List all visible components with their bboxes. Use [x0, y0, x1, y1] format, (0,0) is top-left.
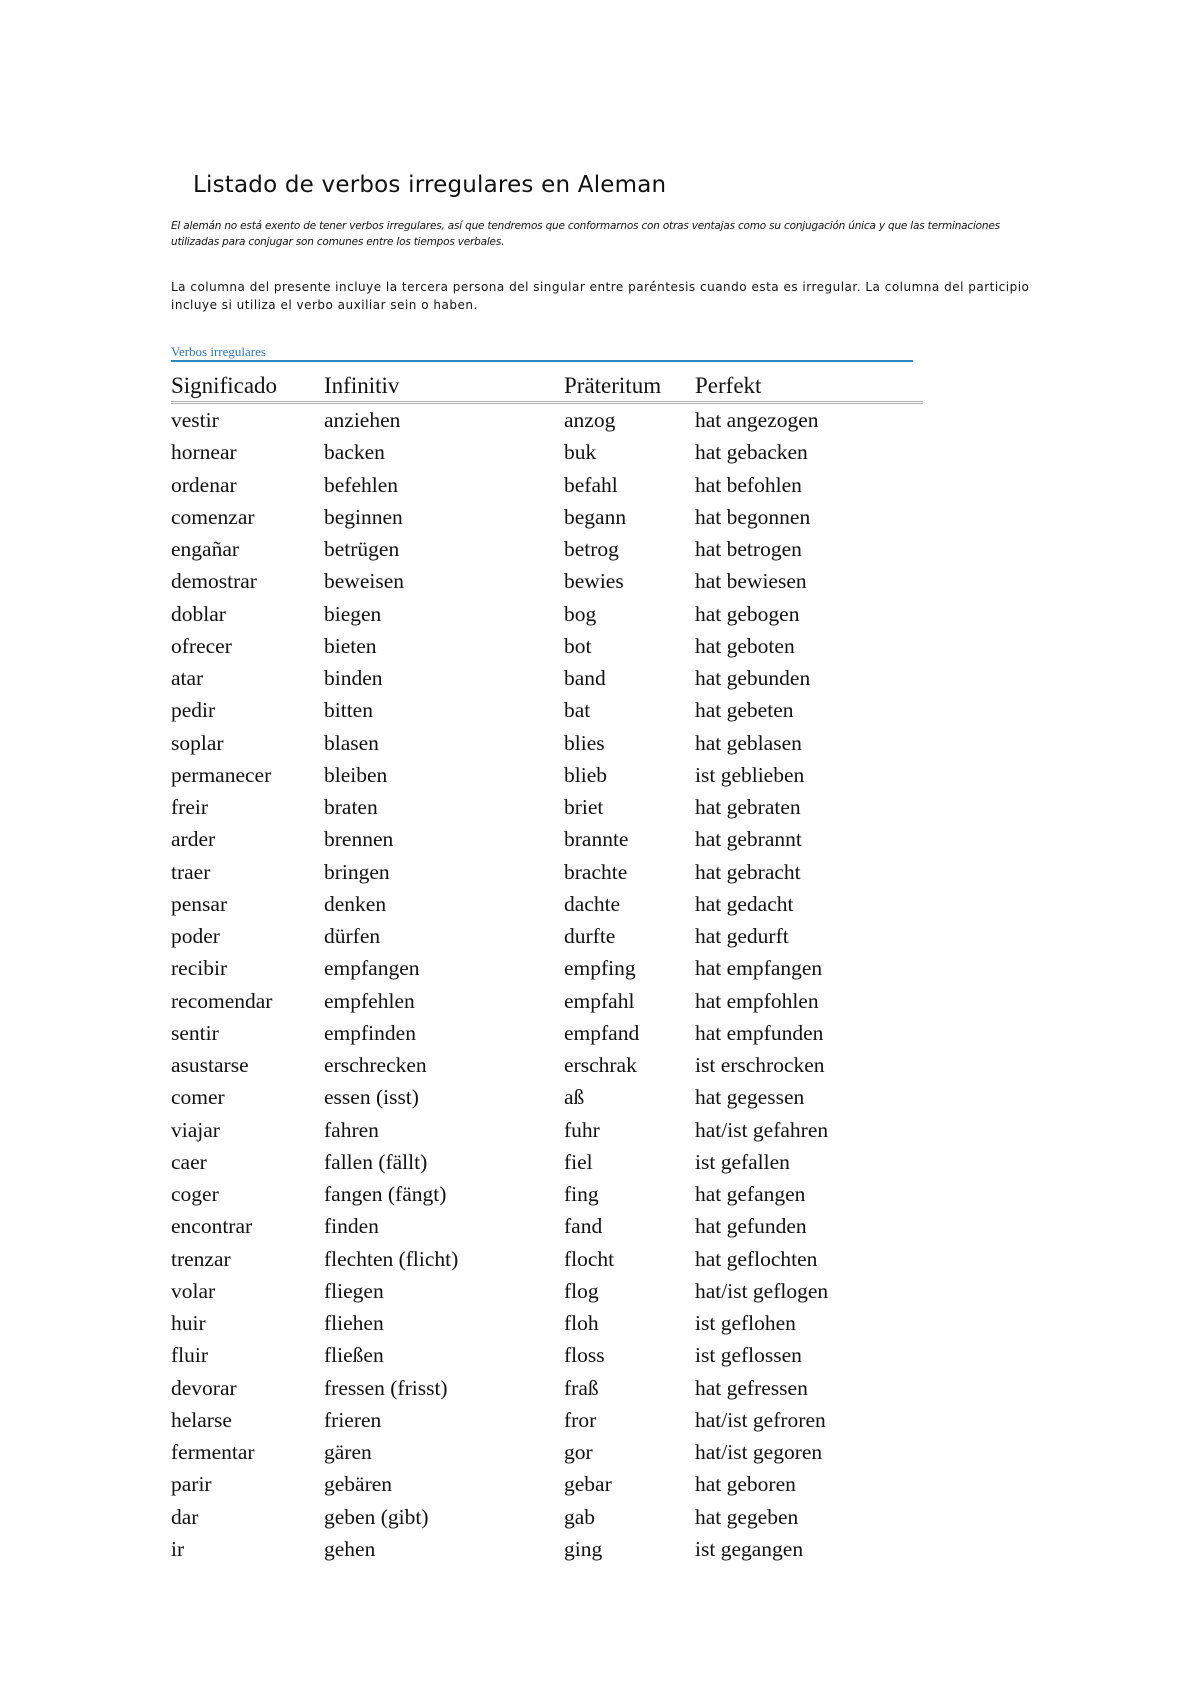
cell-perfekt: hat befohlen — [695, 472, 802, 497]
cell-perfekt: hat/ist geflogen — [695, 1278, 829, 1303]
cell-significado: devorar — [171, 1375, 237, 1400]
cell-significado: fermentar — [171, 1440, 255, 1465]
cell-perfekt: hat gebracht — [695, 859, 801, 884]
cell-perfekt: hat/ist gefroren — [695, 1407, 826, 1432]
table-row — [171, 630, 923, 662]
cell-infinitiv: finden — [324, 1214, 379, 1239]
cell-perfekt: hat begonnen — [695, 504, 811, 529]
table-row — [171, 1468, 923, 1500]
cell-infinitiv: fahren — [324, 1117, 379, 1142]
cell-infinitiv: bleiben — [324, 762, 388, 787]
cell-perfekt: hat/ist gefahren — [695, 1117, 829, 1142]
cell-perfekt: hat gedacht — [695, 891, 794, 916]
cell-perfekt: hat gefressen — [695, 1375, 808, 1400]
cell-prateritum: blies — [564, 730, 605, 755]
cell-prateritum: erschrak — [564, 1053, 637, 1078]
cell-infinitiv: dürfen — [324, 924, 381, 949]
cell-prateritum: befahl — [564, 472, 618, 497]
cell-infinitiv: empfangen — [324, 956, 420, 981]
table-row — [171, 1243, 923, 1275]
cell-significado: doblar — [171, 601, 226, 626]
header-row — [171, 363, 923, 403]
cell-perfekt: hat gebogen — [695, 601, 800, 626]
cell-infinitiv: fressen (frisst) — [324, 1375, 448, 1400]
cell-significado: ofrecer — [171, 633, 232, 658]
cell-infinitiv: binden — [324, 666, 383, 691]
cell-infinitiv: betrügen — [324, 537, 400, 562]
cell-prateritum: fing — [564, 1182, 599, 1207]
cell-perfekt: hat empfunden — [695, 1020, 824, 1045]
table-row — [171, 1372, 923, 1404]
cell-prateritum: dachte — [564, 891, 621, 916]
table-row — [171, 598, 923, 630]
cell-prateritum: fraß — [564, 1375, 599, 1400]
cell-prateritum: flog — [564, 1278, 599, 1303]
cell-perfekt: hat geblasen — [695, 730, 802, 755]
cell-prateritum: bog — [564, 601, 597, 626]
cell-infinitiv: frieren — [324, 1407, 382, 1432]
cell-perfekt: hat gebacken — [695, 440, 808, 465]
cell-perfekt: hat gedurft — [695, 924, 789, 949]
cell-prateritum: betrog — [564, 537, 619, 562]
cell-prateritum: fiel — [564, 1149, 593, 1174]
table-row — [171, 952, 923, 984]
table-row — [171, 565, 923, 597]
header-perfekt: Perfekt — [695, 363, 923, 403]
cell-significado: helarse — [171, 1407, 232, 1432]
cell-prateritum: fand — [564, 1214, 603, 1239]
cell-significado: atar — [171, 666, 204, 691]
cell-perfekt: hat empfohlen — [695, 988, 819, 1013]
cell-significado: parir — [171, 1472, 212, 1497]
table-row — [171, 791, 923, 823]
note-paragraph: La columna del presente incluye la tercera persona del singular entre paréntesis cuando esta es irregular. La columna del participio incluye si utiliza el verbo auxiliar sein o haben. — [171, 280, 1030, 312]
cell-infinitiv: backen — [324, 440, 385, 465]
cell-infinitiv: gehen — [324, 1536, 376, 1561]
cell-significado: demostrar — [171, 569, 257, 594]
cell-prateritum: begann — [564, 504, 627, 529]
cell-prateritum: briet — [564, 795, 604, 820]
cell-significado: poder — [171, 924, 220, 949]
cell-prateritum: bat — [564, 698, 591, 723]
table-row — [171, 759, 923, 791]
cell-significado: sentir — [171, 1020, 219, 1045]
table-row — [171, 856, 923, 888]
table-row — [171, 727, 923, 759]
table-row — [171, 1146, 923, 1178]
cell-infinitiv: essen (isst) — [324, 1085, 419, 1110]
cell-perfekt: hat gebeten — [695, 698, 794, 723]
cell-significado: hornear — [171, 440, 237, 465]
cell-perfekt: ist gegangen — [695, 1536, 804, 1561]
cell-perfekt: hat gebraten — [695, 795, 801, 820]
cell-perfekt: hat geflochten — [695, 1246, 818, 1271]
table-row — [171, 920, 923, 952]
document-title: Listado de verbos irregulares en Aleman — [193, 172, 667, 198]
cell-prateritum: band — [564, 666, 606, 691]
table-row — [171, 1275, 923, 1307]
table-row — [171, 436, 923, 468]
cell-perfekt: ist geblieben — [695, 762, 805, 787]
table-caption: Verbos irregulares — [171, 344, 266, 359]
table-row — [171, 1049, 923, 1081]
cell-prateritum: floh — [564, 1311, 599, 1336]
cell-significado: recomendar — [171, 988, 273, 1013]
cell-significado: permanecer — [171, 762, 272, 787]
cell-significado: coger — [171, 1182, 219, 1207]
cell-infinitiv: denken — [324, 891, 387, 916]
table-row — [171, 403, 923, 437]
cell-significado: ordenar — [171, 472, 237, 497]
cell-infinitiv: fallen (fällt) — [324, 1149, 428, 1174]
cell-infinitiv: beginnen — [324, 504, 403, 529]
cell-perfekt: hat geboren — [695, 1472, 796, 1497]
cell-significado: soplar — [171, 730, 224, 755]
cell-infinitiv: anziehen — [324, 408, 401, 433]
table-row — [171, 694, 923, 726]
cell-perfekt: hat gegeben — [695, 1504, 799, 1529]
cell-significado: asustarse — [171, 1053, 249, 1078]
cell-prateritum: floss — [564, 1343, 605, 1368]
cell-perfekt: hat gebrannt — [695, 827, 802, 852]
cell-significado: trenzar — [171, 1246, 231, 1271]
cell-prateritum: gebar — [564, 1472, 612, 1497]
cell-significado: encontrar — [171, 1214, 253, 1239]
cell-infinitiv: gebären — [324, 1472, 393, 1497]
cell-significado: caer — [171, 1149, 207, 1174]
cell-prateritum: empfahl — [564, 988, 635, 1013]
cell-significado: arder — [171, 827, 216, 852]
cell-significado: comer — [171, 1085, 225, 1110]
table-row — [171, 1339, 923, 1371]
table-row — [171, 501, 923, 533]
table-row — [171, 1114, 923, 1146]
cell-significado: traer — [171, 859, 211, 884]
cell-prateritum: bewies — [564, 569, 624, 594]
cell-significado: fluir — [171, 1343, 209, 1368]
cell-prateritum: anzog — [564, 408, 616, 433]
cell-significado: pedir — [171, 698, 216, 723]
table-row — [171, 888, 923, 920]
cell-prateritum: durfte — [564, 924, 616, 949]
caption-rule — [171, 360, 913, 362]
cell-significado: pensar — [171, 891, 228, 916]
cell-infinitiv: brennen — [324, 827, 394, 852]
table-row — [171, 469, 923, 501]
cell-prateritum: brannte — [564, 827, 629, 852]
table-header — [171, 363, 923, 403]
cell-perfekt: hat geboten — [695, 633, 795, 658]
table-row — [171, 1307, 923, 1339]
cell-infinitiv: befehlen — [324, 472, 399, 497]
cell-perfekt: hat gefangen — [695, 1182, 806, 1207]
table-row — [171, 1436, 923, 1468]
cell-significado: viajar — [171, 1117, 220, 1142]
cell-prateritum: flocht — [564, 1246, 615, 1271]
cell-prateritum: fuhr — [564, 1117, 600, 1142]
cell-perfekt: hat gebunden — [695, 666, 811, 691]
cell-infinitiv: bringen — [324, 859, 390, 884]
cell-infinitiv: bieten — [324, 633, 377, 658]
cell-infinitiv: erschrecken — [324, 1053, 427, 1078]
cell-infinitiv: biegen — [324, 601, 382, 626]
cell-significado: freir — [171, 795, 208, 820]
cell-perfekt: ist gefallen — [695, 1149, 790, 1174]
header-prateritum: Präteritum — [564, 363, 695, 403]
cell-prateritum: fror — [564, 1407, 597, 1432]
cell-infinitiv: braten — [324, 795, 378, 820]
cell-infinitiv: flechten (flicht) — [324, 1246, 459, 1271]
table-row — [171, 1501, 923, 1533]
table-row — [171, 1081, 923, 1113]
cell-prateritum: aß — [564, 1085, 585, 1110]
table-row — [171, 533, 923, 565]
cell-significado: dar — [171, 1504, 199, 1529]
verb-table — [171, 363, 923, 1565]
cell-significado: comenzar — [171, 504, 255, 529]
table-row — [171, 823, 923, 855]
cell-perfekt: ist geflohen — [695, 1311, 796, 1336]
cell-prateritum: blieb — [564, 762, 607, 787]
cell-infinitiv: empfehlen — [324, 988, 415, 1013]
cell-significado: engañar — [171, 537, 240, 562]
cell-prateritum: gor — [564, 1440, 593, 1465]
cell-perfekt: ist geflossen — [695, 1343, 802, 1368]
table-row — [171, 1178, 923, 1210]
cell-infinitiv: beweisen — [324, 569, 404, 594]
table-row — [171, 662, 923, 694]
cell-significado: volar — [171, 1278, 216, 1303]
cell-prateritum: empfing — [564, 956, 636, 981]
header-infinitiv: Infinitiv — [324, 363, 564, 403]
table-row — [171, 1017, 923, 1049]
cell-perfekt: hat/ist gegoren — [695, 1440, 823, 1465]
cell-prateritum: brachte — [564, 859, 628, 884]
cell-infinitiv: fangen (fängt) — [324, 1182, 447, 1207]
cell-significado: ir — [171, 1536, 185, 1561]
cell-perfekt: hat gefunden — [695, 1214, 807, 1239]
cell-perfekt: ist erschrocken — [695, 1053, 825, 1078]
intro-paragraph: El alemán no está exento de tener verbos irregulares, así que tendremos que conformarnos con otras ventajas como su conjugación única y que las terminaciones utilizadas para conjugar son comunes entre los tiempos verbales. — [171, 220, 1000, 248]
cell-significado: recibir — [171, 956, 228, 981]
cell-perfekt: hat gegessen — [695, 1085, 805, 1110]
cell-significado: huir — [171, 1311, 206, 1336]
cell-infinitiv: fließen — [324, 1343, 384, 1368]
cell-prateritum: buk — [564, 440, 597, 465]
table-row — [171, 1533, 923, 1565]
cell-prateritum: empfand — [564, 1020, 640, 1045]
cell-infinitiv: fliegen — [324, 1278, 384, 1303]
table-row — [171, 985, 923, 1017]
cell-perfekt: hat bewiesen — [695, 569, 807, 594]
header-significado: Significado — [171, 363, 324, 403]
cell-prateritum: ging — [564, 1536, 603, 1561]
cell-significado: vestir — [171, 408, 219, 433]
cell-infinitiv: fliehen — [324, 1311, 384, 1336]
cell-prateritum: gab — [564, 1504, 596, 1529]
cell-perfekt: hat betrogen — [695, 537, 802, 562]
cell-infinitiv: blasen — [324, 730, 379, 755]
cell-perfekt: hat angezogen — [695, 408, 819, 433]
cell-infinitiv: geben (gibt) — [324, 1504, 429, 1529]
table-body — [171, 403, 923, 1566]
cell-prateritum: bot — [564, 633, 592, 658]
cell-infinitiv: bitten — [324, 698, 373, 723]
table-row — [171, 1210, 923, 1242]
cell-infinitiv: gären — [324, 1440, 372, 1465]
cell-infinitiv: empfinden — [324, 1020, 416, 1045]
table-row — [171, 1404, 923, 1436]
cell-perfekt: hat empfangen — [695, 956, 823, 981]
